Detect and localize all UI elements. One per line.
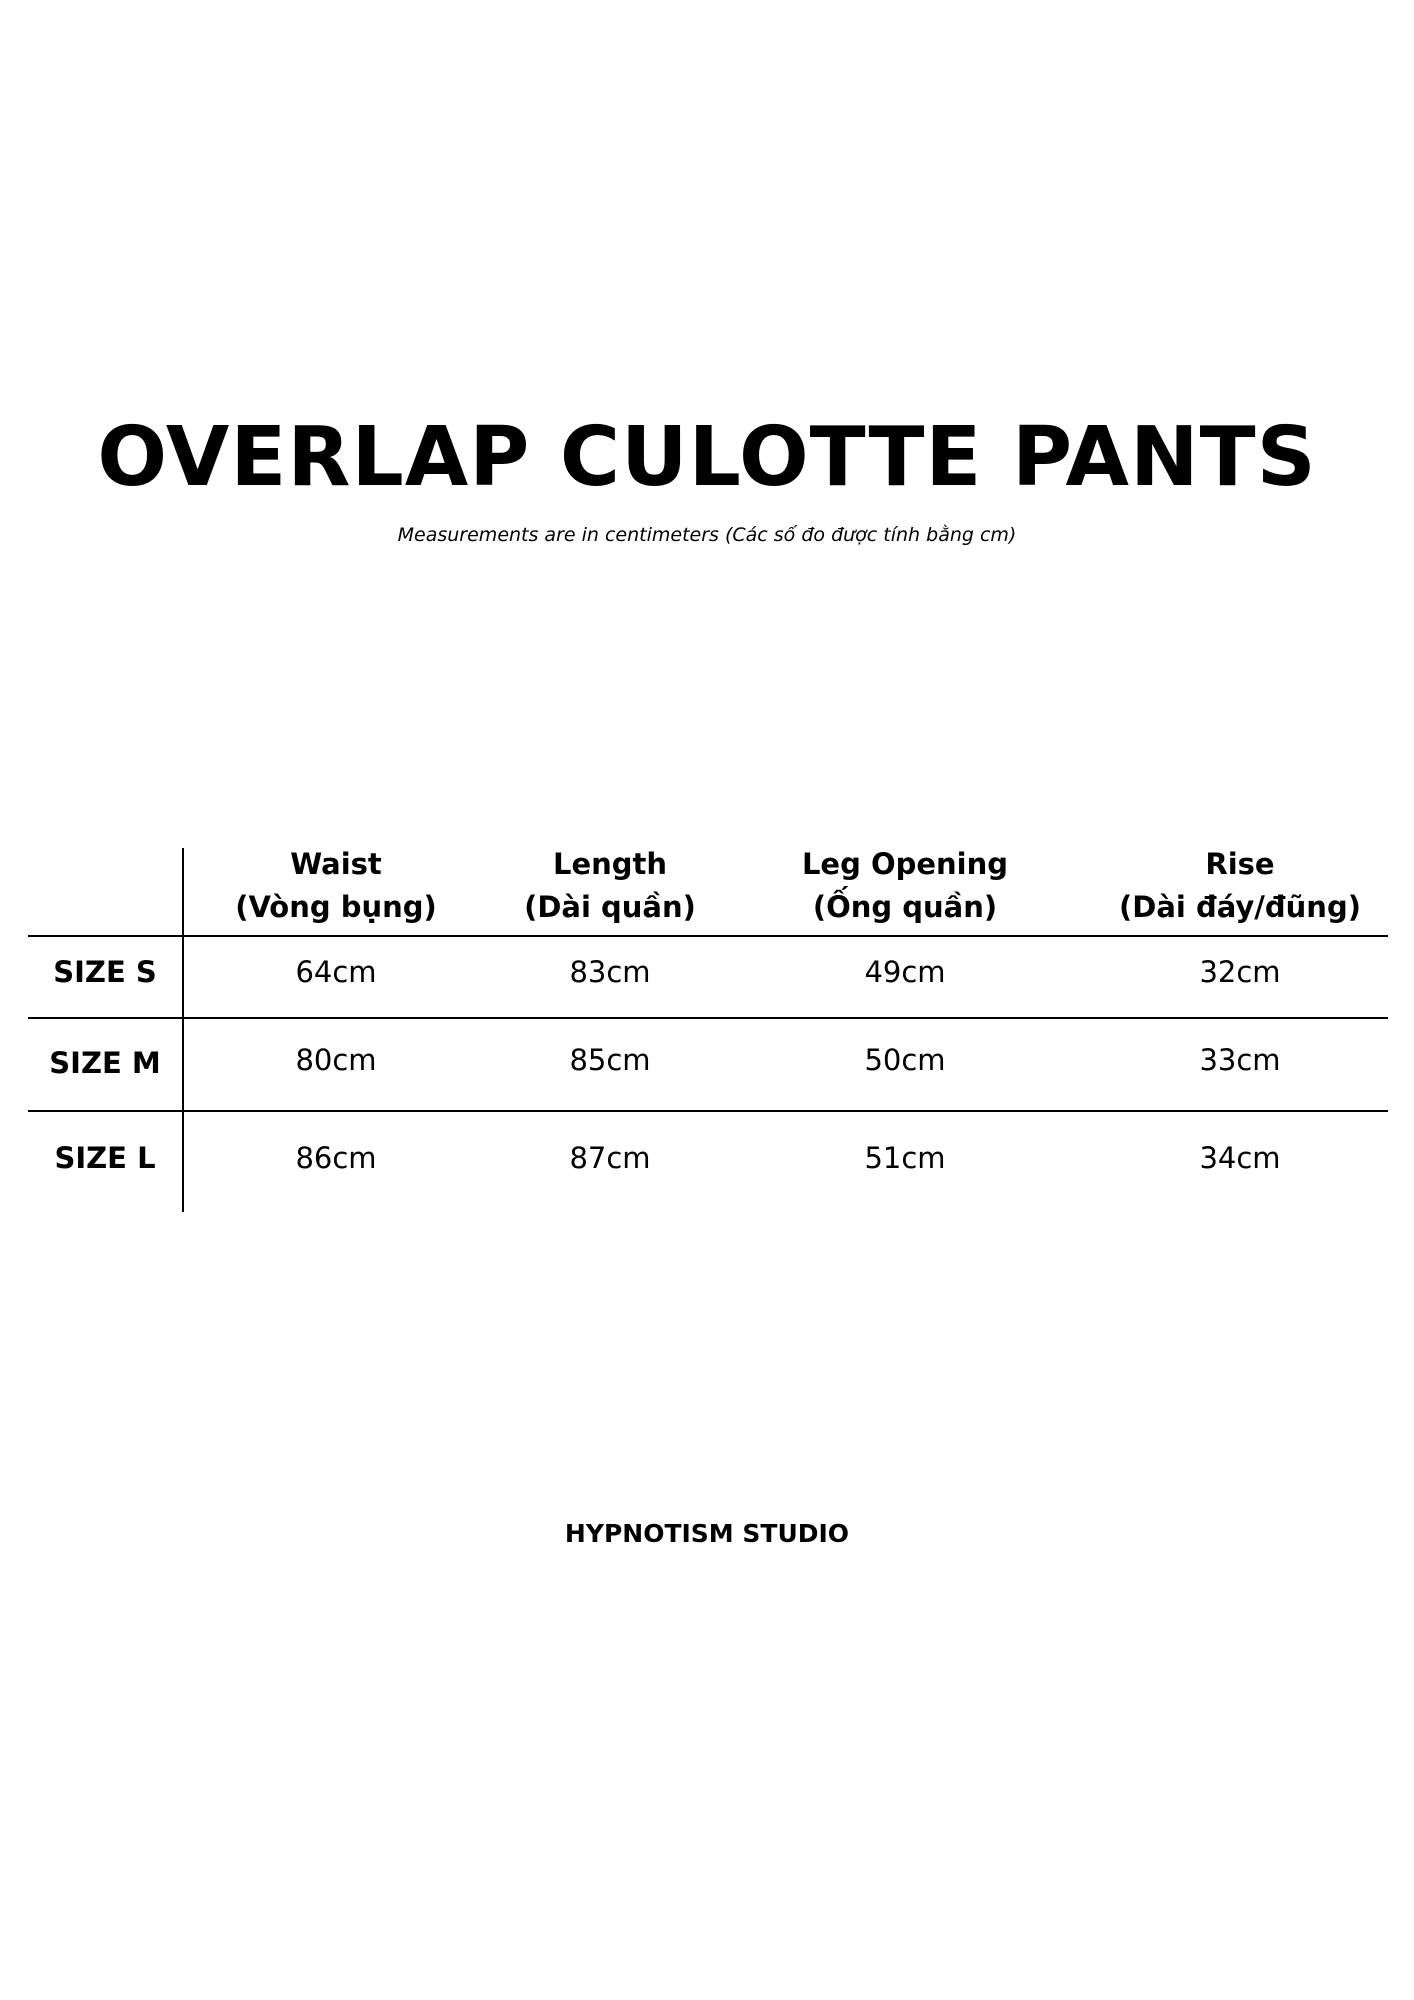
column-header-waist <box>186 843 486 929</box>
column-header-label: Leg Opening <box>801 847 1009 881</box>
size-label: SIZE S <box>53 955 157 989</box>
brand-name: HYPNOTISM STUDIO <box>564 1519 850 1548</box>
column-header-sublabel: (Vòng bụng) <box>235 890 437 924</box>
page-title: OVERLAP CULOTTE PANTS <box>97 410 1317 505</box>
leg-opening-value: 51cm <box>864 1141 946 1175</box>
table-vertical-divider <box>182 848 184 1212</box>
column-header-label: Rise <box>1205 847 1275 881</box>
leg-opening-value: 49cm <box>864 955 946 989</box>
size-label: SIZE M <box>49 1046 161 1080</box>
column-header-length <box>470 843 750 929</box>
column-header-label: Length <box>552 847 668 881</box>
length-value: 83cm <box>569 955 651 989</box>
row-divider <box>28 1110 1388 1112</box>
header-divider <box>28 935 1388 937</box>
rise-value: 32cm <box>1199 955 1281 989</box>
column-header-sublabel: (Dài quần) <box>524 890 696 924</box>
rise-value: 34cm <box>1199 1141 1281 1175</box>
waist-value: 64cm <box>295 955 377 989</box>
measurement-note: Measurements are in centimeters (Các số đo được tính bằng cm) <box>397 524 1017 546</box>
waist-value: 80cm <box>295 1043 377 1077</box>
length-value: 87cm <box>569 1141 651 1175</box>
waist-value: 86cm <box>295 1141 377 1175</box>
leg-opening-value: 50cm <box>864 1043 946 1077</box>
column-header-rise <box>1070 843 1410 929</box>
column-header-sublabel: (Dài đáy/đũng) <box>1119 890 1361 924</box>
row-divider <box>28 1017 1388 1019</box>
column-header-label: Waist <box>290 847 382 881</box>
length-value: 85cm <box>569 1043 651 1077</box>
column-header-leg-opening <box>750 843 1060 929</box>
rise-value: 33cm <box>1199 1043 1281 1077</box>
column-header-sublabel: (Ống quần) <box>812 890 998 924</box>
size-label: SIZE L <box>54 1141 156 1175</box>
